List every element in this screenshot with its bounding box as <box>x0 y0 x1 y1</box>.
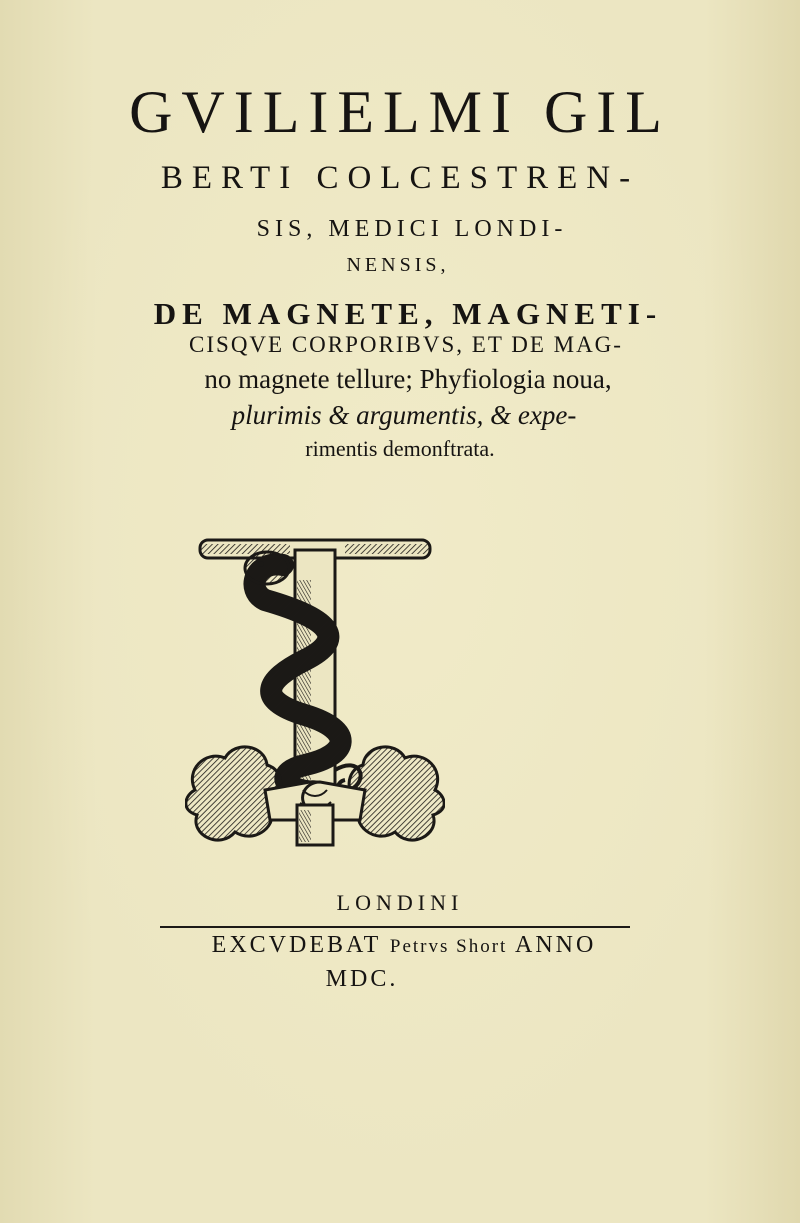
author-name-line: GVILIELMI GIL <box>129 79 671 145</box>
book-subtitle-end: rimentis demonftrata. <box>305 436 495 461</box>
place-of-printing: LONDINI <box>336 890 464 915</box>
book-title: DE MAGNETE, MAGNETI- <box>153 296 663 331</box>
author-description: SIS, MEDICI LONDI- <box>256 216 568 242</box>
author-name-continued: BERTI COLCESTREN- <box>160 160 640 196</box>
book-subtitle: no magnete tellure; Phyfiologia noua, <box>204 364 612 394</box>
divider-rule <box>160 926 630 928</box>
imprint-end: ANNO <box>515 932 597 958</box>
author-description-end: NENSIS, <box>346 254 450 276</box>
book-title-continued: CISQVE CORPORIBVS, ET DE MAG- <box>189 332 623 357</box>
year-of-printing: MDC. <box>325 966 399 992</box>
imprint-start: EXCVDEBAT <box>211 932 381 958</box>
printer-name: Petrvs Short <box>389 936 508 957</box>
caduceus-serpent-handshake-icon <box>185 520 445 860</box>
book-subtitle-italic: plurimis & argumentis, & expe- <box>231 400 577 430</box>
imprint-line <box>4 932 800 959</box>
